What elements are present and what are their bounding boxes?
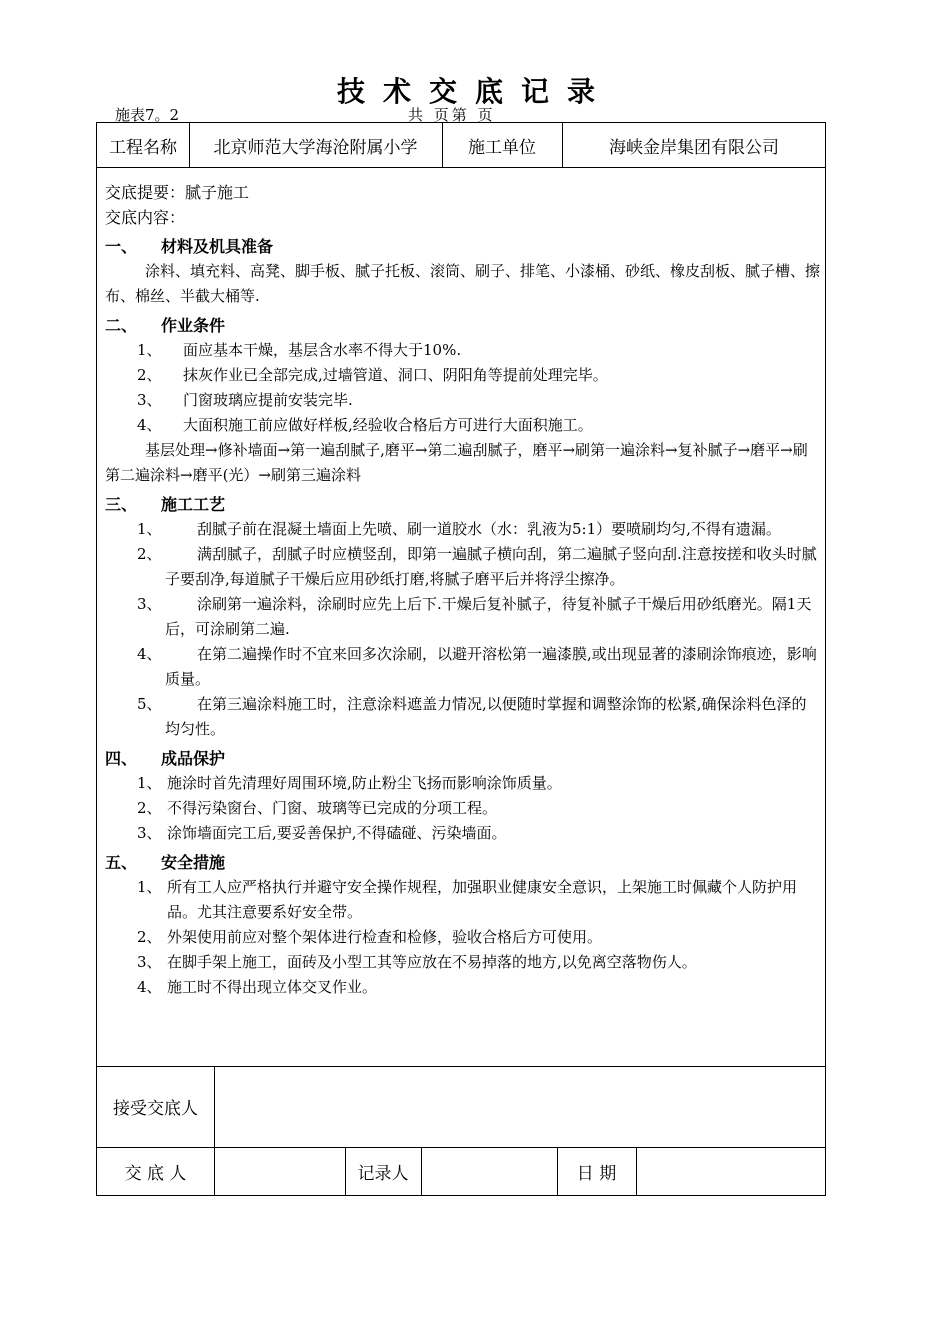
list-item: 3、 涂刷第一遍涂料，涂刷时应先上后下.干燥后复补腻子，待复补腻子干燥后用砂纸磨光。隔1天后，可涂刷第二遍.	[137, 595, 812, 638]
list-item: 3、 门窗玻璃应提前安装完毕.	[137, 391, 353, 409]
page-title: 技术交底记录	[336, 75, 613, 108]
list-item: 1、 刮腻子前在混凝土墙面上先喷、刷一道胶水（水：乳液为5:1）要喷刷均匀,不得有遗漏。	[137, 520, 781, 538]
list-item: 3、 在脚手架上施工，面砖及小型工其等应放在不易掉落的地方,以免离空落物伤人。	[137, 953, 697, 971]
list-item: 2、 外架使用前应对整个架体进行检查和检修，验收合格后方可使用。	[137, 928, 603, 946]
unit-label: 施工单位	[468, 137, 536, 158]
section-heading: 三、 施工工艺	[105, 495, 226, 514]
section-heading: 四、 成品保护	[105, 749, 226, 768]
list-item: 4、 在第二遍操作时不宜来回多次涂刷，以避开溶松第一遍漆膜,或出现显著的漆刷涂饰痕迹，影响质量。	[137, 645, 817, 688]
unit-value: 海峡金岸集团有限公司	[609, 137, 779, 158]
list-item: 4、 大面积施工前应做好样板,经验收合格后方可进行大面积施工。	[137, 416, 593, 434]
presenter-field[interactable]	[214, 1147, 345, 1196]
briefing-content	[105, 180, 820, 1000]
process-flow: 基层处理→修补墙面→第一遍刮腻子,磨平→第二遍刮腻子，磨平→刷第一遍涂料→复补腻子→磨平→刷第二遍涂料→磨平(光）→刷第三遍涂料	[105, 441, 808, 484]
form-number: 施表7。2	[115, 106, 180, 124]
project-label: 工程名称	[109, 137, 177, 158]
list-item: 2、 满刮腻子，刮腻子时应横竖刮，即第一遍腻子横向刮，第二遍腻子竖向刮.注意按搓和收头时腻子要刮净,每道腻子干燥后应用砂纸打磨,将腻子磨平后并将浮尘擦净。	[137, 545, 817, 588]
page-count: 共 页第 页	[408, 106, 496, 124]
list-item: 1、 施涂时首先清理好周围环境,防止粉尘飞扬而影响涂饰质量。	[137, 774, 562, 792]
content-label: 交底内容：	[105, 208, 186, 227]
list-item: 2、 不得污染窗台、门窗、玻璃等已完成的分项工程。	[137, 799, 498, 817]
presenter-label: 交 底 人	[124, 1164, 187, 1184]
list-item: 1、 所有工人应严格执行并避守安全操作规程，加强职业健康安全意识，上架施工时佩藏个人防护用品。尤其注意要系好安全带。	[137, 878, 798, 921]
recorder-field[interactable]	[421, 1147, 557, 1196]
list-item: 2、 抹灰作业已全部完成,过墙管道、洞口、阴阳角等提前处理完毕。	[137, 366, 608, 384]
list-item: 5、 在第三遍涂料施工时，注意涂料遮盖力情况,以便随时掌握和调整涂饰的松紧,确保涂料色泽的均匀性。	[137, 695, 807, 738]
receiver-label: 接受交底人	[113, 1099, 198, 1119]
receiver-signature-field[interactable]	[214, 1066, 826, 1147]
list-item: 3、 涂饰墙面完工后,要妥善保护,不得磕碰、污染墙面。	[137, 824, 507, 842]
section-heading: 五、 安全措施	[105, 853, 226, 872]
list-item: 1、 面应基本干燥，基层含水率不得大于10%.	[137, 341, 462, 359]
materials-text: 涂料、填充料、高凳、脚手板、腻子托板、滚筒、刷子、排笔、小漆桶、砂纸、橡皮刮板、腻子槽、擦布、棉丝、半截大桶等.	[105, 262, 821, 305]
date-label: 日 期	[576, 1164, 617, 1184]
recorder-label: 记录人	[357, 1164, 409, 1184]
project-value: 北京师范大学海沧附属小学	[213, 137, 418, 158]
section-heading: 一、 材料及机具准备	[105, 237, 274, 256]
divider	[97, 167, 825, 168]
list-item: 4、 施工时不得出现立体交叉作业。	[137, 978, 378, 996]
summary: 交底提要：腻子施工	[105, 183, 250, 202]
date-field[interactable]	[636, 1147, 826, 1196]
section-heading: 二、 作业条件	[105, 316, 226, 335]
